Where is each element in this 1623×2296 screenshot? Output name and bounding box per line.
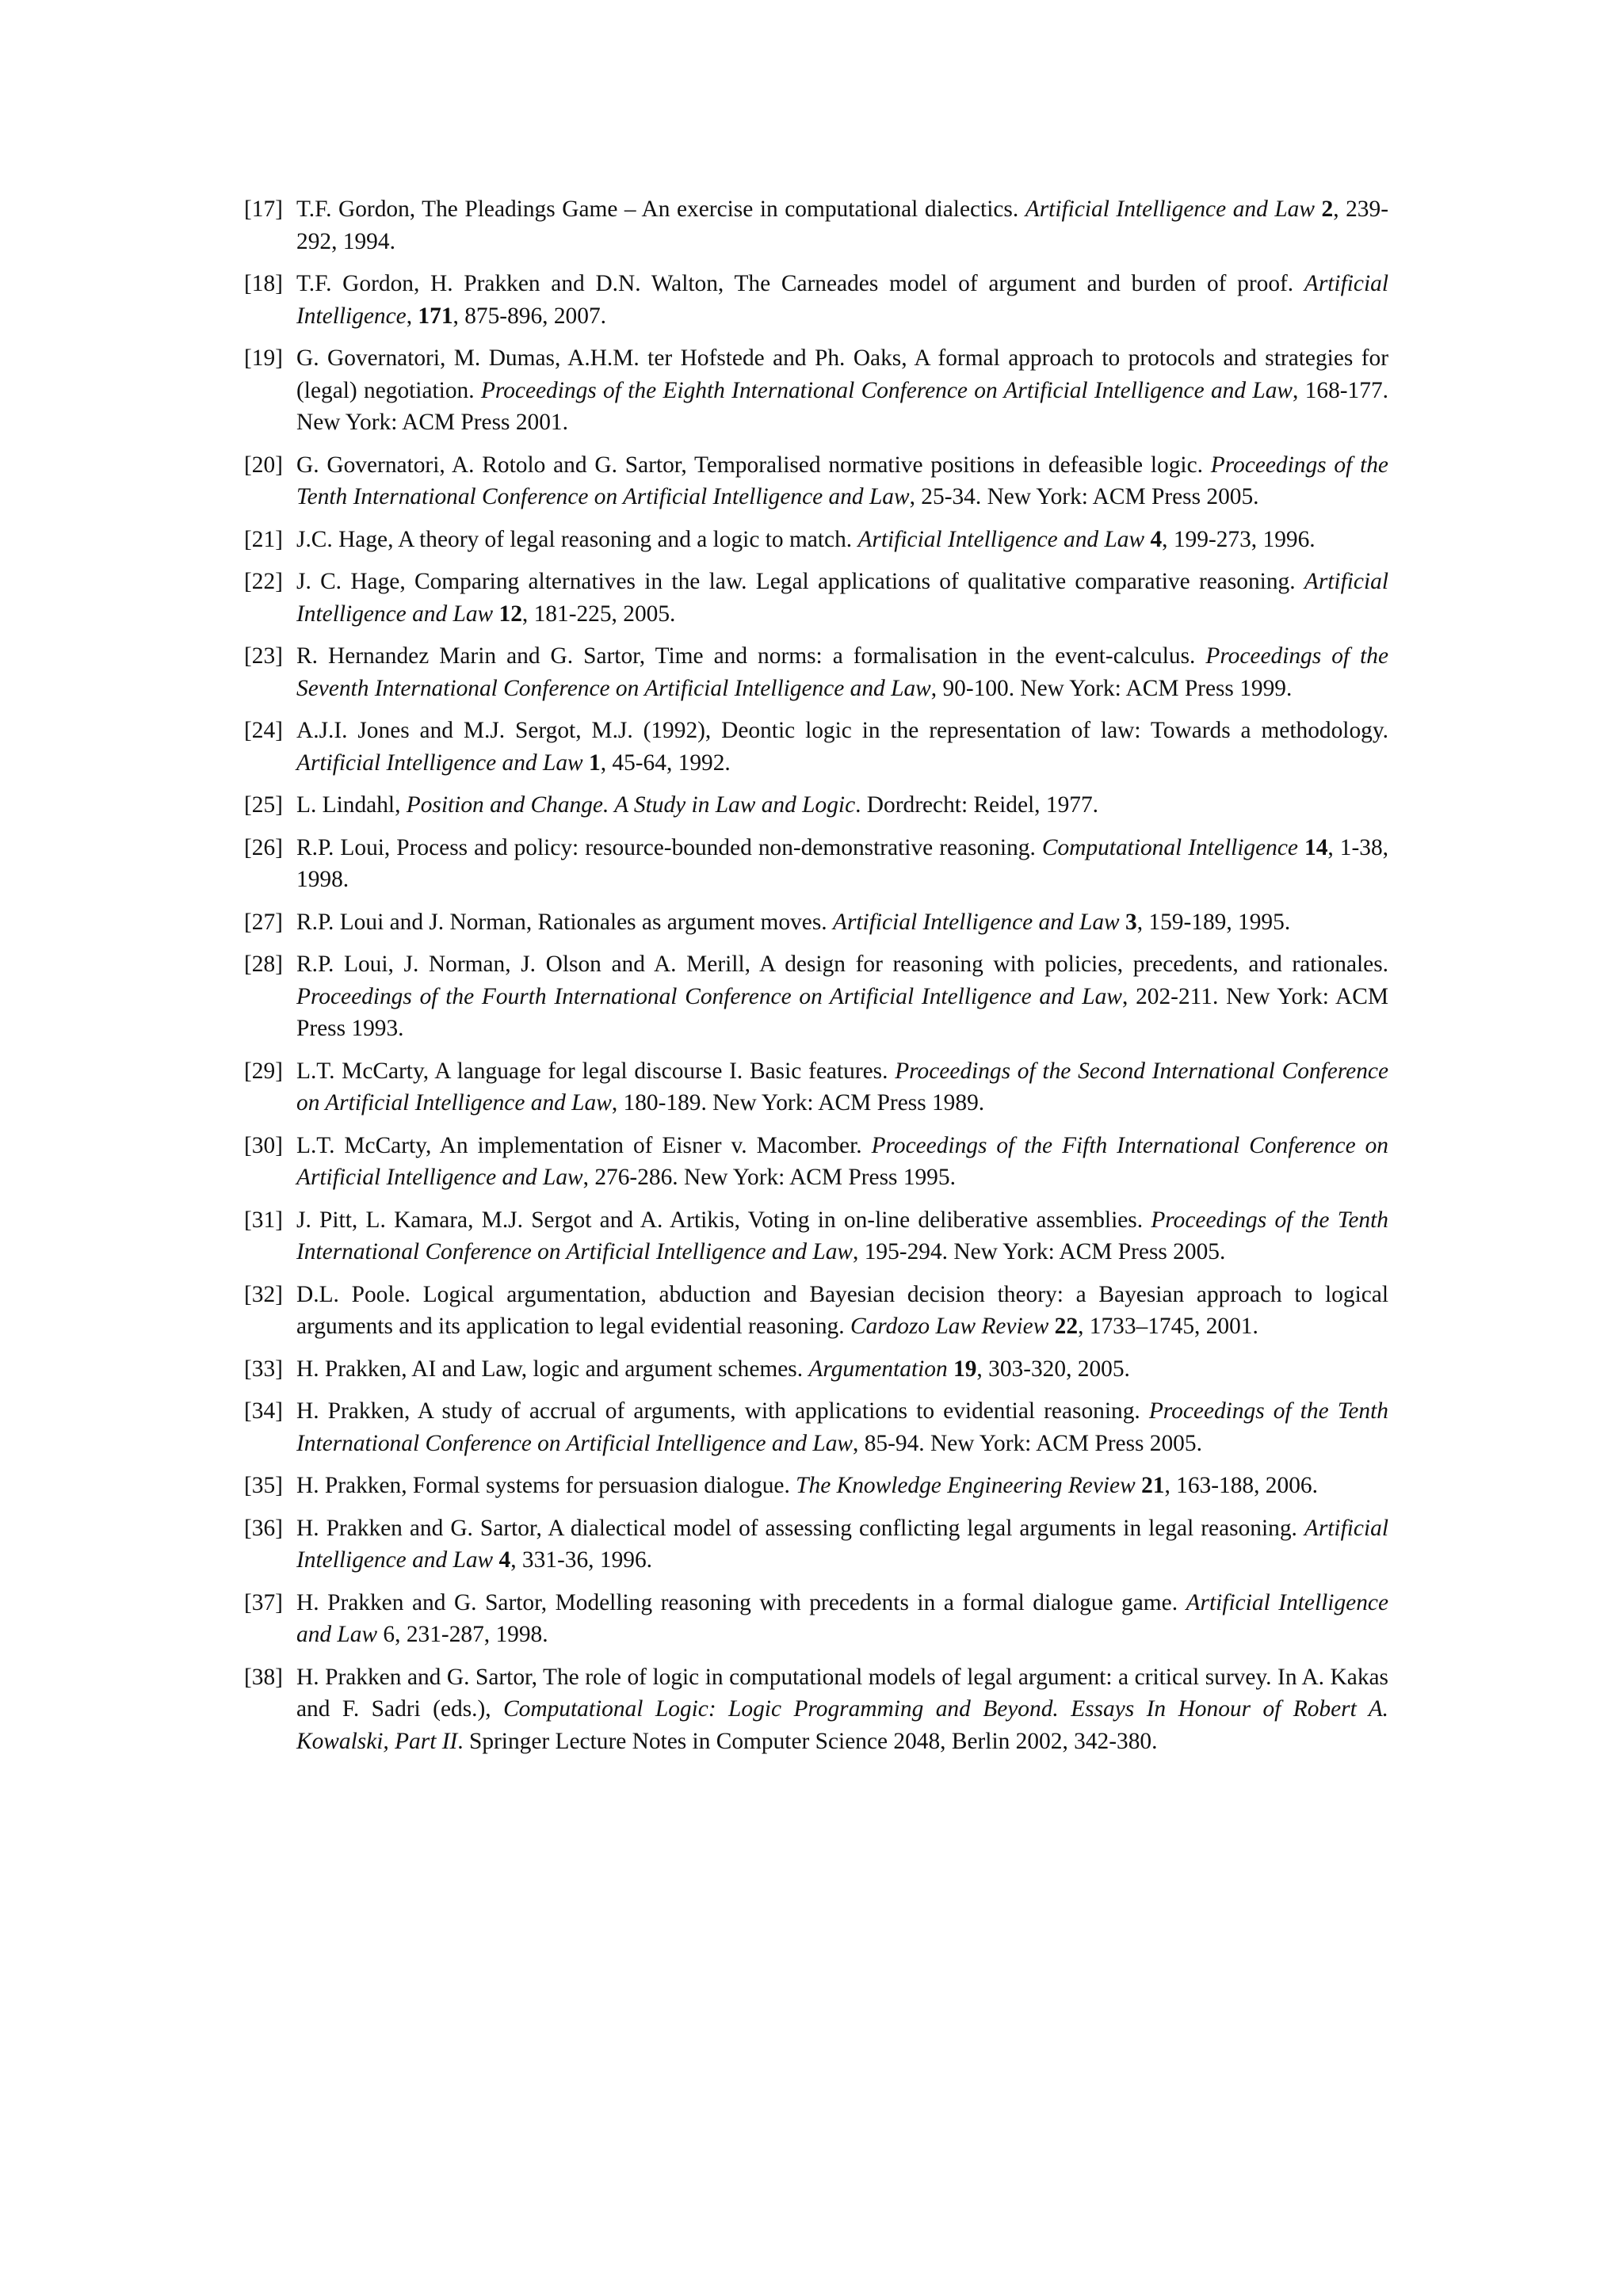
reference-volume: 171 <box>418 303 453 329</box>
reference-entry <box>244 1204 1388 1268</box>
reference-text <box>296 345 1388 435</box>
reference-volume: 3 <box>1125 909 1137 935</box>
reference-number: [28] <box>244 952 283 977</box>
reference-volume: 19 <box>953 1356 977 1382</box>
reference-text-segment <box>1315 196 1322 222</box>
reference-number: [32] <box>244 1281 283 1307</box>
reference-text-segment: H. Prakken, AI and Law, logic and argument schemes. <box>296 1356 809 1382</box>
reference-entry <box>244 524 1388 556</box>
reference-text <box>296 643 1388 701</box>
reference-source-title: Cardozo Law Review <box>850 1314 1049 1339</box>
reference-text-segment: L.T. McCarty, A language for legal discourse I. Basic features. <box>296 1058 896 1084</box>
reference-text-segment <box>583 750 589 776</box>
reference-text-segment: L. Lindahl, <box>296 792 407 818</box>
reference-entry <box>244 1512 1388 1577</box>
reference-source-title: Proceedings of the Tenth International Conference on Artificial Intelligence and Law <box>296 1398 1388 1456</box>
reference-text-segment: H. Prakken and G. Sartor, Modelling reasoning with precedents in a formal dialogue game. <box>296 1589 1186 1615</box>
reference-entry <box>244 1395 1388 1459</box>
reference-text <box>296 1058 1388 1116</box>
reference-entry <box>244 906 1388 939</box>
reference-text-segment: , 303-320, 2005. <box>976 1356 1130 1382</box>
reference-source-title: Artificial Intelligence and Law <box>296 1515 1388 1573</box>
reference-text <box>296 196 1388 254</box>
reference-source-title: Proceedings of the Seventh International Conference on Artificial Intelligence and Law <box>296 643 1388 701</box>
reference-text <box>296 1398 1388 1456</box>
reference-entry <box>244 342 1388 439</box>
reference-text-segment <box>1120 910 1125 935</box>
reference-entry <box>244 789 1388 822</box>
reference-text-segment <box>1048 1314 1054 1339</box>
reference-number: [30] <box>244 1132 283 1158</box>
reference-text-segment <box>1298 835 1304 860</box>
reference-number: [27] <box>244 909 283 935</box>
reference-source-title: Artificial Intelligence and Law <box>296 749 583 776</box>
reference-text <box>296 452 1388 510</box>
reference-source-title: Argumentation <box>808 1356 948 1382</box>
reference-volume: 4 <box>1150 526 1163 552</box>
reference-number: [34] <box>244 1398 283 1424</box>
reference-text-segment: . Springer Lecture Notes in Computer Science 2048, Berlin 2002, 342-380. <box>457 1728 1158 1754</box>
reference-volume: 2 <box>1321 196 1334 222</box>
reference-text-segment <box>493 1547 498 1573</box>
reference-text-segment: J. C. Hage, Comparing alternatives in the law. Legal applications of qualitative comparative reasoning. <box>296 569 1304 594</box>
reference-text-segment: L.T. McCarty, An implementation of Eisner v. Macomber. <box>296 1132 872 1158</box>
reference-text <box>296 910 1290 935</box>
reference-source-title: Position and Change. A Study in Law and Logic <box>406 792 856 818</box>
reference-text-segment <box>1136 1473 1141 1498</box>
reference-text <box>296 1590 1388 1648</box>
reference-text-segment: G. Governatori, A. Rotolo and G. Sartor, Temporalised normative positions in defeasible logic. <box>296 452 1211 478</box>
reference-text <box>296 1282 1388 1340</box>
reference-text-segment: 6, 231-287, 1998. <box>377 1622 548 1647</box>
reference-entry <box>244 715 1388 779</box>
reference-source-title: Proceedings of the Second International Conference on Artificial Intelligence and Law <box>296 1058 1388 1116</box>
reference-number: [26] <box>244 834 283 860</box>
reference-number: [17] <box>244 196 283 222</box>
reference-text <box>296 1133 1388 1191</box>
reference-volume: 14 <box>1304 834 1328 860</box>
reference-text <box>296 271 1388 329</box>
reference-source-title: Proceedings of the Tenth International Conference on Artificial Intelligence and Law <box>296 452 1388 509</box>
reference-text <box>296 1665 1388 1754</box>
reference-text-segment: , 1733–1745, 2001. <box>1078 1314 1258 1339</box>
reference-text-segment: , 90-100. New York: ACM Press 1999. <box>930 675 1293 701</box>
reference-text <box>296 718 1388 776</box>
reference-number: [18] <box>244 271 283 296</box>
reference-text-segment: , 45-64, 1992. <box>600 749 731 776</box>
reference-number: [31] <box>244 1207 283 1233</box>
reference-volume: 4 <box>498 1547 511 1573</box>
reference-entry <box>244 640 1388 704</box>
reference-volume: 1 <box>588 749 601 776</box>
reference-source-title: Proceedings of the Fourth International Conference on Artificial Intelligence and Law <box>296 983 1122 1009</box>
reference-number: [25] <box>244 792 283 818</box>
reference-text-segment: R. Hernandez Marin and G. Sartor, Time and norms: a formalisation in the event-calculus. <box>296 643 1206 669</box>
reference-text-segment: , 239-292, 1994. <box>296 196 1388 254</box>
reference-entry <box>244 1279 1388 1343</box>
reference-text-segment: , 195-294. New York: ACM Press 2005. <box>853 1239 1226 1264</box>
reference-text-segment: R.P. Loui, J. Norman, J. Olson and A. Merill, A design for reasoning with policies, precedents, and rationales. <box>296 952 1388 977</box>
reference-text <box>296 1516 1388 1573</box>
reference-text-segment: , 202-211. New York: ACM Press 1993. <box>296 983 1389 1041</box>
reference-text-segment: , 163-188, 2006. <box>1164 1473 1318 1498</box>
reference-entry <box>244 193 1388 257</box>
reference-number: [37] <box>244 1589 283 1615</box>
reference-text-segment: , 85-94. New York: ACM Press 2005. <box>853 1430 1202 1456</box>
reference-text <box>296 952 1388 1041</box>
reference-source-title: Proceedings of the Tenth International Conference on Artificial Intelligence and Law <box>296 1207 1388 1264</box>
reference-text <box>296 1207 1388 1265</box>
reference-number: [24] <box>244 718 283 743</box>
reference-text-segment: H. Prakken and G. Sartor, A dialectical model of assessing conflicting legal arguments in legal reasoning. <box>296 1515 1304 1541</box>
reference-entry <box>244 1055 1388 1119</box>
reference-entry <box>244 1587 1388 1651</box>
reference-text <box>296 569 1388 627</box>
reference-text <box>296 792 1098 818</box>
reference-entry <box>244 449 1388 513</box>
reference-text-segment: , 875-896, 2007. <box>453 303 606 329</box>
reference-text-segment: A.J.I. Jones and M.J. Sergot, M.J. (1992), Deontic logic in the representation of law: Towards a methodology. <box>296 718 1388 743</box>
reference-number: [35] <box>244 1473 283 1498</box>
reference-number: [22] <box>244 569 283 594</box>
reference-text-segment: , 25-34. New York: ACM Press 2005. <box>909 484 1259 509</box>
reference-text-segment: , 331-36, 1996. <box>510 1547 653 1573</box>
reference-number: [21] <box>244 526 283 552</box>
reference-text-segment: T.F. Gordon, The Pleadings Game – An exercise in computational dialectics. <box>296 196 1025 222</box>
reference-entry <box>244 832 1388 896</box>
reference-text-segment: D.L. Poole. Logical argumentation, abduction and Bayesian decision theory: a Bayesian approach to logical arguments and its application to legal evidential reasoning. <box>296 1281 1388 1339</box>
reference-number: [29] <box>244 1058 283 1084</box>
reference-text-segment: J. Pitt, L. Kamara, M.J. Sergot and A. Artikis, Voting in on-line deliberative assemblies. <box>296 1207 1151 1233</box>
reference-text-segment: . Dordrecht: Reidel, 1977. <box>855 792 1099 818</box>
reference-text <box>296 1356 1130 1382</box>
reference-text-segment: , <box>406 303 418 329</box>
reference-entry <box>244 1470 1388 1502</box>
reference-source-title: Computational Logic: Logic Programming and Beyond. Essays In Honour of Robert A. Kowalski, Part II <box>296 1696 1388 1754</box>
reference-volume: 12 <box>498 601 522 627</box>
reference-text <box>296 1473 1318 1498</box>
reference-entry <box>244 566 1388 630</box>
reference-source-title: The Knowledge Engineering Review <box>796 1473 1136 1498</box>
reference-text-segment: G. Governatori, M. Dumas, A.H.M. ter Hofstede and Ph. Oaks, A formal approach to protocols and strategies for (legal) negotiation. <box>296 345 1388 403</box>
reference-text-segment <box>948 1356 953 1382</box>
reference-text <box>296 527 1316 552</box>
reference-text-segment: , 276-286. New York: ACM Press 1995. <box>582 1165 956 1190</box>
reference-text-segment: , 180-189. New York: ACM Press 1989. <box>611 1090 985 1116</box>
reference-source-title: Artificial Intelligence and Law <box>296 1589 1388 1647</box>
reference-source-title: Artificial Intelligence and Law <box>1025 196 1315 222</box>
reference-text-segment: H. Prakken, Formal systems for persuasion dialogue. <box>296 1473 796 1498</box>
reference-entry <box>244 1353 1388 1386</box>
reference-text <box>296 835 1388 893</box>
reference-text-segment: R.P. Loui and J. Norman, Rationales as argument moves. <box>296 909 833 935</box>
reference-number: [20] <box>244 452 283 478</box>
reference-text-segment: , 181-225, 2005. <box>521 601 676 627</box>
reference-source-title: Computational Intelligence <box>1041 834 1298 860</box>
reference-source-title: Artificial Intelligence <box>296 271 1388 329</box>
reference-text-segment: T.F. Gordon, H. Prakken and D.N. Walton, The Carneades model of argument and burden of proof. <box>296 271 1304 296</box>
reference-number: [23] <box>244 643 283 669</box>
reference-list <box>244 193 1388 1768</box>
reference-text-segment: J.C. Hage, A theory of legal reasoning and a logic to match. <box>296 526 858 552</box>
reference-text-segment: , 199-273, 1996. <box>1162 526 1316 552</box>
reference-number: [19] <box>244 345 283 371</box>
reference-source-title: Artificial Intelligence and Law <box>857 526 1145 552</box>
reference-volume: 22 <box>1054 1314 1079 1339</box>
reference-text-segment: , 159-189, 1995. <box>1136 909 1291 935</box>
reference-text-segment: , 168-177. New York: ACM Press 2001. <box>296 377 1388 435</box>
reference-entry <box>244 948 1388 1045</box>
reference-source-title: Artificial Intelligence and Law <box>833 909 1120 935</box>
reference-number: [33] <box>244 1356 283 1382</box>
reference-source-title: Proceedings of the Eighth International Conference on Artificial Intelligence and Law <box>480 377 1293 403</box>
reference-entry <box>244 268 1388 332</box>
reference-text-segment <box>493 601 498 627</box>
reference-text-segment: H. Prakken and G. Sartor, The role of logic in computational models of legal argument: a critical survey. In A. Kakas and F. Sadri (eds.), <box>296 1664 1388 1722</box>
reference-number: [38] <box>244 1664 283 1690</box>
reference-text-segment: R.P. Loui, Process and policy: resource-bounded non-demonstrative reasoning. <box>296 834 1042 860</box>
reference-volume: 21 <box>1141 1473 1165 1498</box>
reference-number: [36] <box>244 1515 283 1541</box>
reference-text-segment: , 1-38, 1998. <box>296 834 1388 892</box>
reference-entry <box>244 1661 1388 1758</box>
reference-text-segment: H. Prakken, A study of accrual of arguments, with applications to evidential reasoning. <box>296 1398 1149 1424</box>
reference-source-title: Proceedings of the Fifth International Conference on Artificial Intelligence and Law <box>296 1132 1388 1190</box>
reference-source-title: Artificial Intelligence and Law <box>296 569 1388 627</box>
reference-entry <box>244 1130 1388 1194</box>
